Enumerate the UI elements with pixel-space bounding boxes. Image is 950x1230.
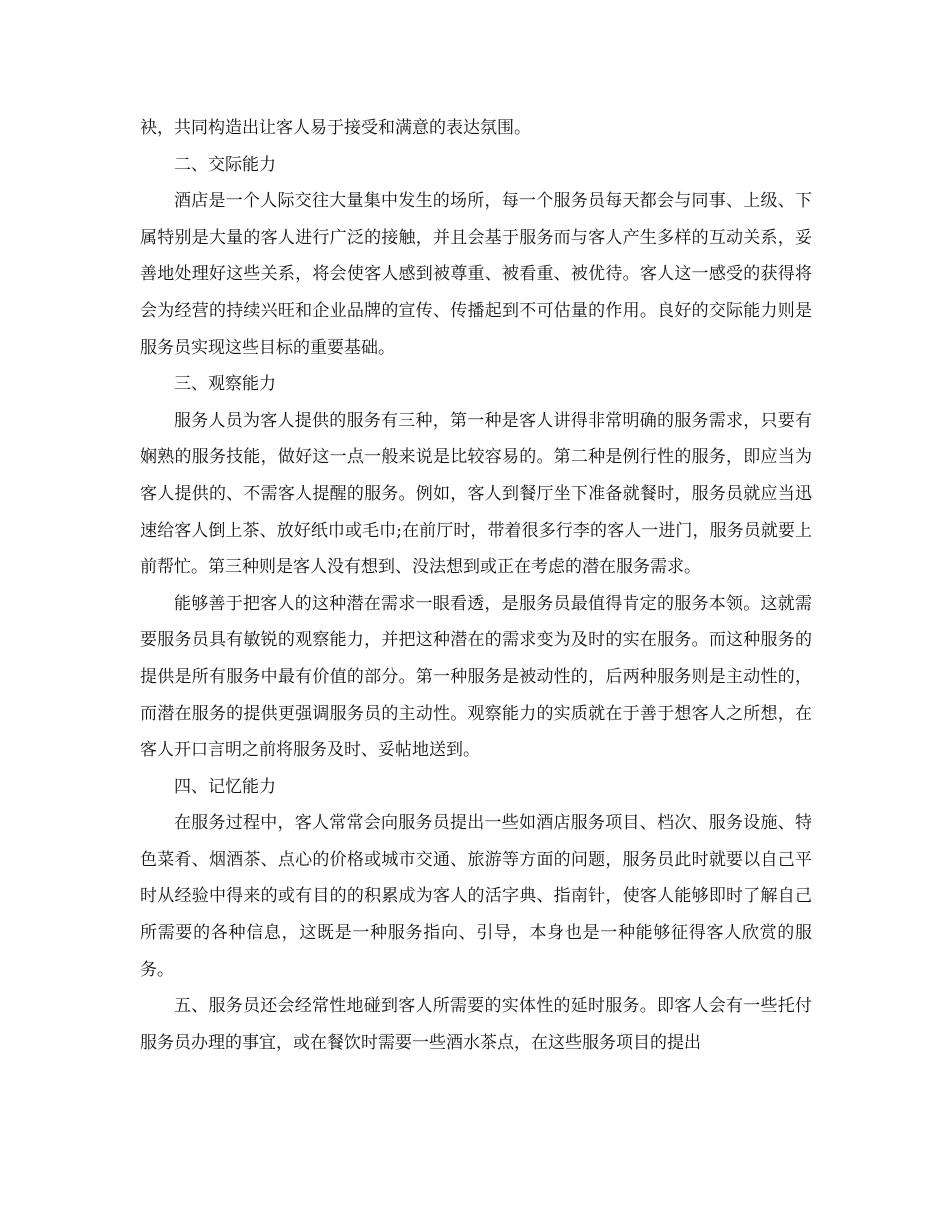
document-page <box>140 110 812 1061</box>
section-heading-memory: 四、记忆能力 <box>174 776 276 797</box>
paragraph-social-skills: 酒店是一个人际交往大量集中发生的场所，每一个服务员每天都会与同事、上级、下属特别是大量的客人进行广泛的接触，并且会基于服务而与客人产生多样的互动关系，妥善地处理好这些关系，将会使客人感到被尊重、被看重、被优待。客人这一感受的获得将会为经营的持续兴旺和企业品牌的宣传、传播起到不可估量的作用。良好的交际能力则是服务员实现这些目标的重要基础。 <box>140 191 812 358</box>
paragraph-observation-2: 能够善于把客人的这种潜在需求一眼看透，是服务员最值得肯定的服务本领。这就需要服务员具有敏锐的观察能力，并把这种潜在的需求变为及时的实在服务。而这种服务的提供是所有服务中最有价值的部分。第一种服务是被动性的，后两种服务则是主动性的，而潜在服务的提供更强调服务员的主动性。观察能力的实质就在于善于想客人之所想，在客人开口言明之前将服务及时、妥帖地送到。 <box>140 593 812 761</box>
section-heading-social-skills: 二、交际能力 <box>174 154 276 175</box>
paragraph-delayed-service: 五、服务员还会经常性地碰到客人所需要的实体性的延时服务。即客人会有一些托付服务员办理的事宜，或在餐饮时需要一些酒水茶点，在这些服务项目的提出 <box>140 996 812 1053</box>
section-heading-observation: 三、观察能力 <box>174 374 276 395</box>
paragraph-memory: 在服务过程中，客人常常会向服务员提出一些如酒店服务项目、档次、服务设施、特色菜肴、烟酒茶、点心的价格或城市交通、旅游等方面的问题，服务员此时就要以自己平时从经验中得来的或有目的的积累成为客人的活字典、指南针，使客人能够即时了解自己所需要的各种信息，这既是一种服务指向、引导，本身也是一种能够征得客人欣赏的服务。 <box>140 813 812 980</box>
paragraph-continuation: 袂，共同构造出让客人易于接受和满意的表达氛围。 <box>140 118 531 138</box>
paragraph-observation-1: 服务人员为客人提供的服务有三种，第一种是客人讲得非常明确的服务需求，只要有娴熟的服务技能，做好这一点一般来说是比较容易的。第二种是例行性的服务，即应当为客人提供的、不需客人提醒的服务。例如，客人到餐厅坐下准备就餐时，服务员就应当迅速给客人倒上茶、放好纸巾或毛巾;在前厅时，带着很多行李的客人一进门，服务员就要上前帮忙。第三种则是客人没有想到、没法想到或正在考虑的潜在服务需求。 <box>140 410 812 578</box>
